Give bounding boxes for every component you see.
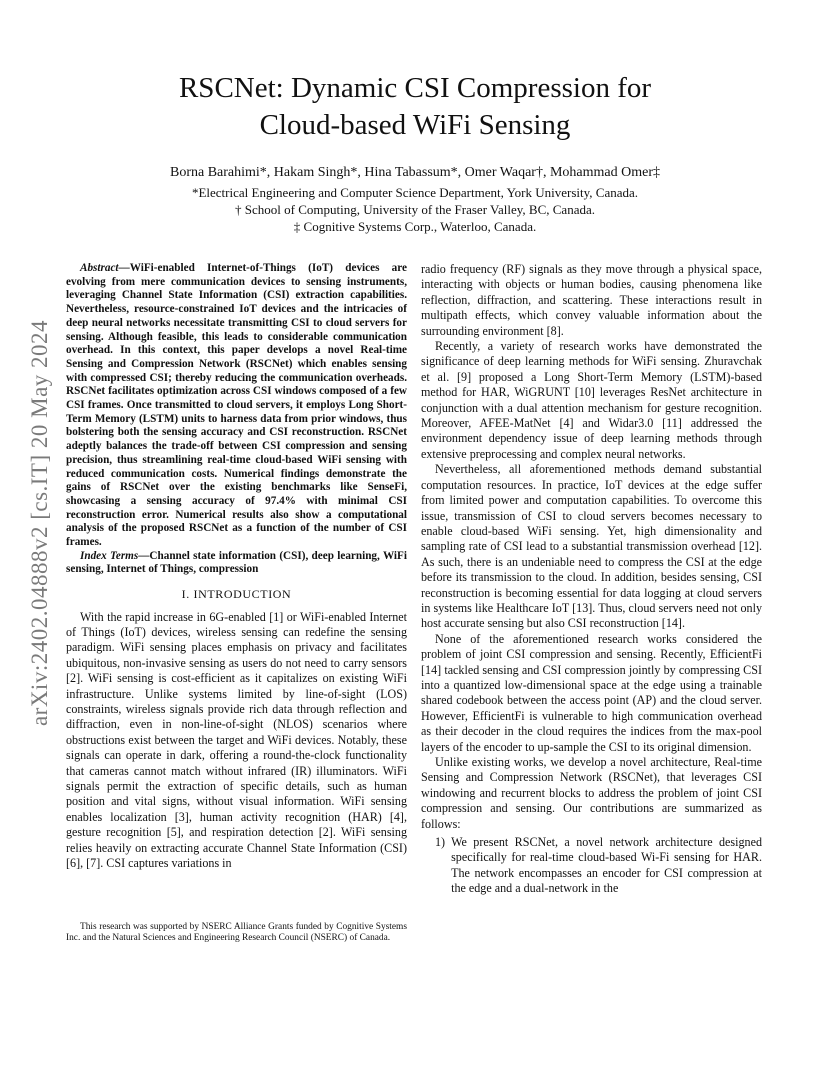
index-terms xyxy=(66,550,407,577)
right-paragraph-3: Nevertheless, all aforementioned methods demand substantial computation resources. In practice, IoT devices at the edge suffer from limited power and computation capabilities. To overcome this issue, transmission of CSI to cloud servers becomes necessary to enable cloud-based WiFi sensing. Yet, high dimensionality and sampling rate of CSI lead to a substantial transmission overhead [12]. As such, there is an undeniable need to compress the CSI at the edge before its transmission to the cloud. In addition, besides sensing, CSI reconstruction is becoming essential for data logging at cloud servers in systems like Healthcare IoT [13]. Thus, cloud servers need not only host accurate sensing but also CSI reconstruction [14]. xyxy=(421,462,762,631)
author-block xyxy=(80,164,750,235)
right-paragraph-2: Recently, a variety of research works have demonstrated the significance of deep learning methods for WiFi sensing. Zhuravchak et al. [9] proposed a Long Short-Term Memory (LSTM)-based method for HAR, WiGRUNT [10] leverages ResNet architecture in conjunction with a dual attention mechanism for gesture recognition. Moreover, AFEE-MatNet [4] and Widar3.0 [11] addressed the environment dependency issue of deep learning methods through extensive preprocessing and complex neural networks. xyxy=(421,339,762,461)
funding-footnote xyxy=(66,922,407,945)
paper-title xyxy=(80,70,750,144)
affiliation-fraser-valley: † School of Computing, University of the Fraser Valley, BC, Canada. xyxy=(235,202,595,217)
list-number: 1) xyxy=(435,835,446,850)
right-paragraph-4: None of the aforementioned research works considered the problem of joint CSI compression and sensing. Recently, EfficientFi [14] tackled sensing and CSI compression jointly by compressing CSI into a quantized low-dimensional space at the edge using a trainable shared codebook between the access point (AP) and the cloud server. However, EfficientFi is vulnerable to high communication overhead as their decoder in the cloud requires the indices from the max-pool layers of the encoder to up-sample the CSI to its original dimension. xyxy=(421,631,762,754)
abstract xyxy=(66,262,407,550)
right-column xyxy=(421,262,762,897)
arxiv-identifier: arXiv:2402.04888v2 [cs.IT] 20 May 2024 xyxy=(27,319,52,727)
footnote-text: This research was supported by NSERC Alliance Grants funded by Cognitive Systems Inc. and the Natural Sciences and Engineering Research Council (NSERC) of Canada. xyxy=(66,922,407,944)
abstract-text: —WiFi-enabled Internet-of-Things (IoT) devices are evolving from mere communication devices to sensing instruments, leveraging Channel State Information (CSI) extraction capabilities. Nevertheless, resource-constrained IoT devices and the intricacies of deep neural networks necessitate transmitting CSI to cloud servers for sensing. Although feasible, this leads to considerable communication overhead. In this context, this paper develops a novel Real-time Sensing and Compression Network (RSCNet) which enables sensing with compressed CSI; thereby reducing the communication overheads. RSCNet facilitates optimization across CSI windows composed of a few CSI frames. Once transmitted to cloud servers, it employs Long Short-Term Memory (LSTM) units to harness data from prior windows, thus bolstering both the sensing accuracy and CSI reconstruction. RSCNet adeptly balances the trade-off between CSI compression and sensing precision, thus streamlining real-time cloud-based WiFi sensing with reduced communication costs. Numerical findings demonstrate the gains of RSCNet over the existing benchmarks like SenseFi, showcasing a sensing accuracy of 97.4% with minimal CSI reconstruction error. Numerical results also show a computational analysis of the proposed RSCNet as a function of the number of CSI frames. xyxy=(66,262,407,549)
intro-paragraph-1: With the rapid increase in 6G-enabled [1] or WiFi-enabled Internet of Things (IoT) devices, wireless sensing can redefine the sensing paradigm. WiFi sensing places emphasis on privacy and facilitates ubiquitous, non-invasive sensing as users do not need to carry sensors [2]. WiFi sensing is cost-efficient as it capitalizes on existing WiFi infrastructure. Unlike systems limited by line-of-sight (LOS) constraints, wireless signals provide rich data through reflection and diffraction, even in non-line-of-sight (NLOS) scenarios where obstructions exist between the target and WiFi devices. Notably, these signals can operate in dark, offering a round-the-clock functionality that cameras cannot match without infrared (IR) illuminators. WiFi signals permit the extraction of specific details, such as human position and vital signs, without visual information. WiFi sensing enables localization [3], human activity recognition (HAR) [4], gesture recognition [5], and respiration detection [2]. WiFi sensing relies heavily on extracting accurate Channel State Information (CSI) [6], [7]. CSI captures variations in xyxy=(66,609,407,871)
affiliation-york: *Electrical Engineering and Computer Science Department, York University, Canada. xyxy=(191,185,639,200)
arxiv-sidebar-stamp xyxy=(20,288,60,758)
contribution-list-item-1 xyxy=(421,835,762,897)
author-list: Borna Barahimi*, Hakam Singh*, Hina Tabassum*, Omer Waqar†, Mohammad Omer‡ xyxy=(170,165,660,180)
left-column xyxy=(66,262,407,871)
affiliation-cognitive-systems: ‡ Cognitive Systems Corp., Waterloo, Canada. xyxy=(293,219,537,234)
section-heading-introduction: I. INTRODUCTION xyxy=(181,587,292,602)
index-terms-text: —Channel state information (CSI), deep learning, WiFi sensing, Internet of Things, compression xyxy=(66,549,407,576)
right-paragraph-5: Unlike existing works, we develop a novel architecture, Real-time Sensing and Compression Network (RSCNet), that leverages CSI windowing and recurrent blocks to address the problem of joint CSI compression and sensing. Our contributions are summarized as follows: xyxy=(421,755,762,831)
title-line-1: RSCNet: Dynamic CSI Compression for xyxy=(178,72,652,104)
index-terms-label: Index Terms xyxy=(80,549,139,562)
title-line-2: Cloud-based WiFi Sensing xyxy=(259,109,571,141)
abstract-label: Abstract xyxy=(80,262,119,274)
right-paragraph-1: radio frequency (RF) signals as they move through a physical space, interacting with objects or human bodies, causing phenomena like reflection, diffraction, and scattering. These interactions result in multipath effects, which convey valuable information about the surrounding environment [8]. xyxy=(421,262,762,338)
list-text: We present RSCNet, a novel network architecture designed specifically for real-time cloud-based Wi-Fi sensing for HAR. The network encompasses an encoder for CSI compression at the edge and a dual-network in the xyxy=(451,835,762,896)
